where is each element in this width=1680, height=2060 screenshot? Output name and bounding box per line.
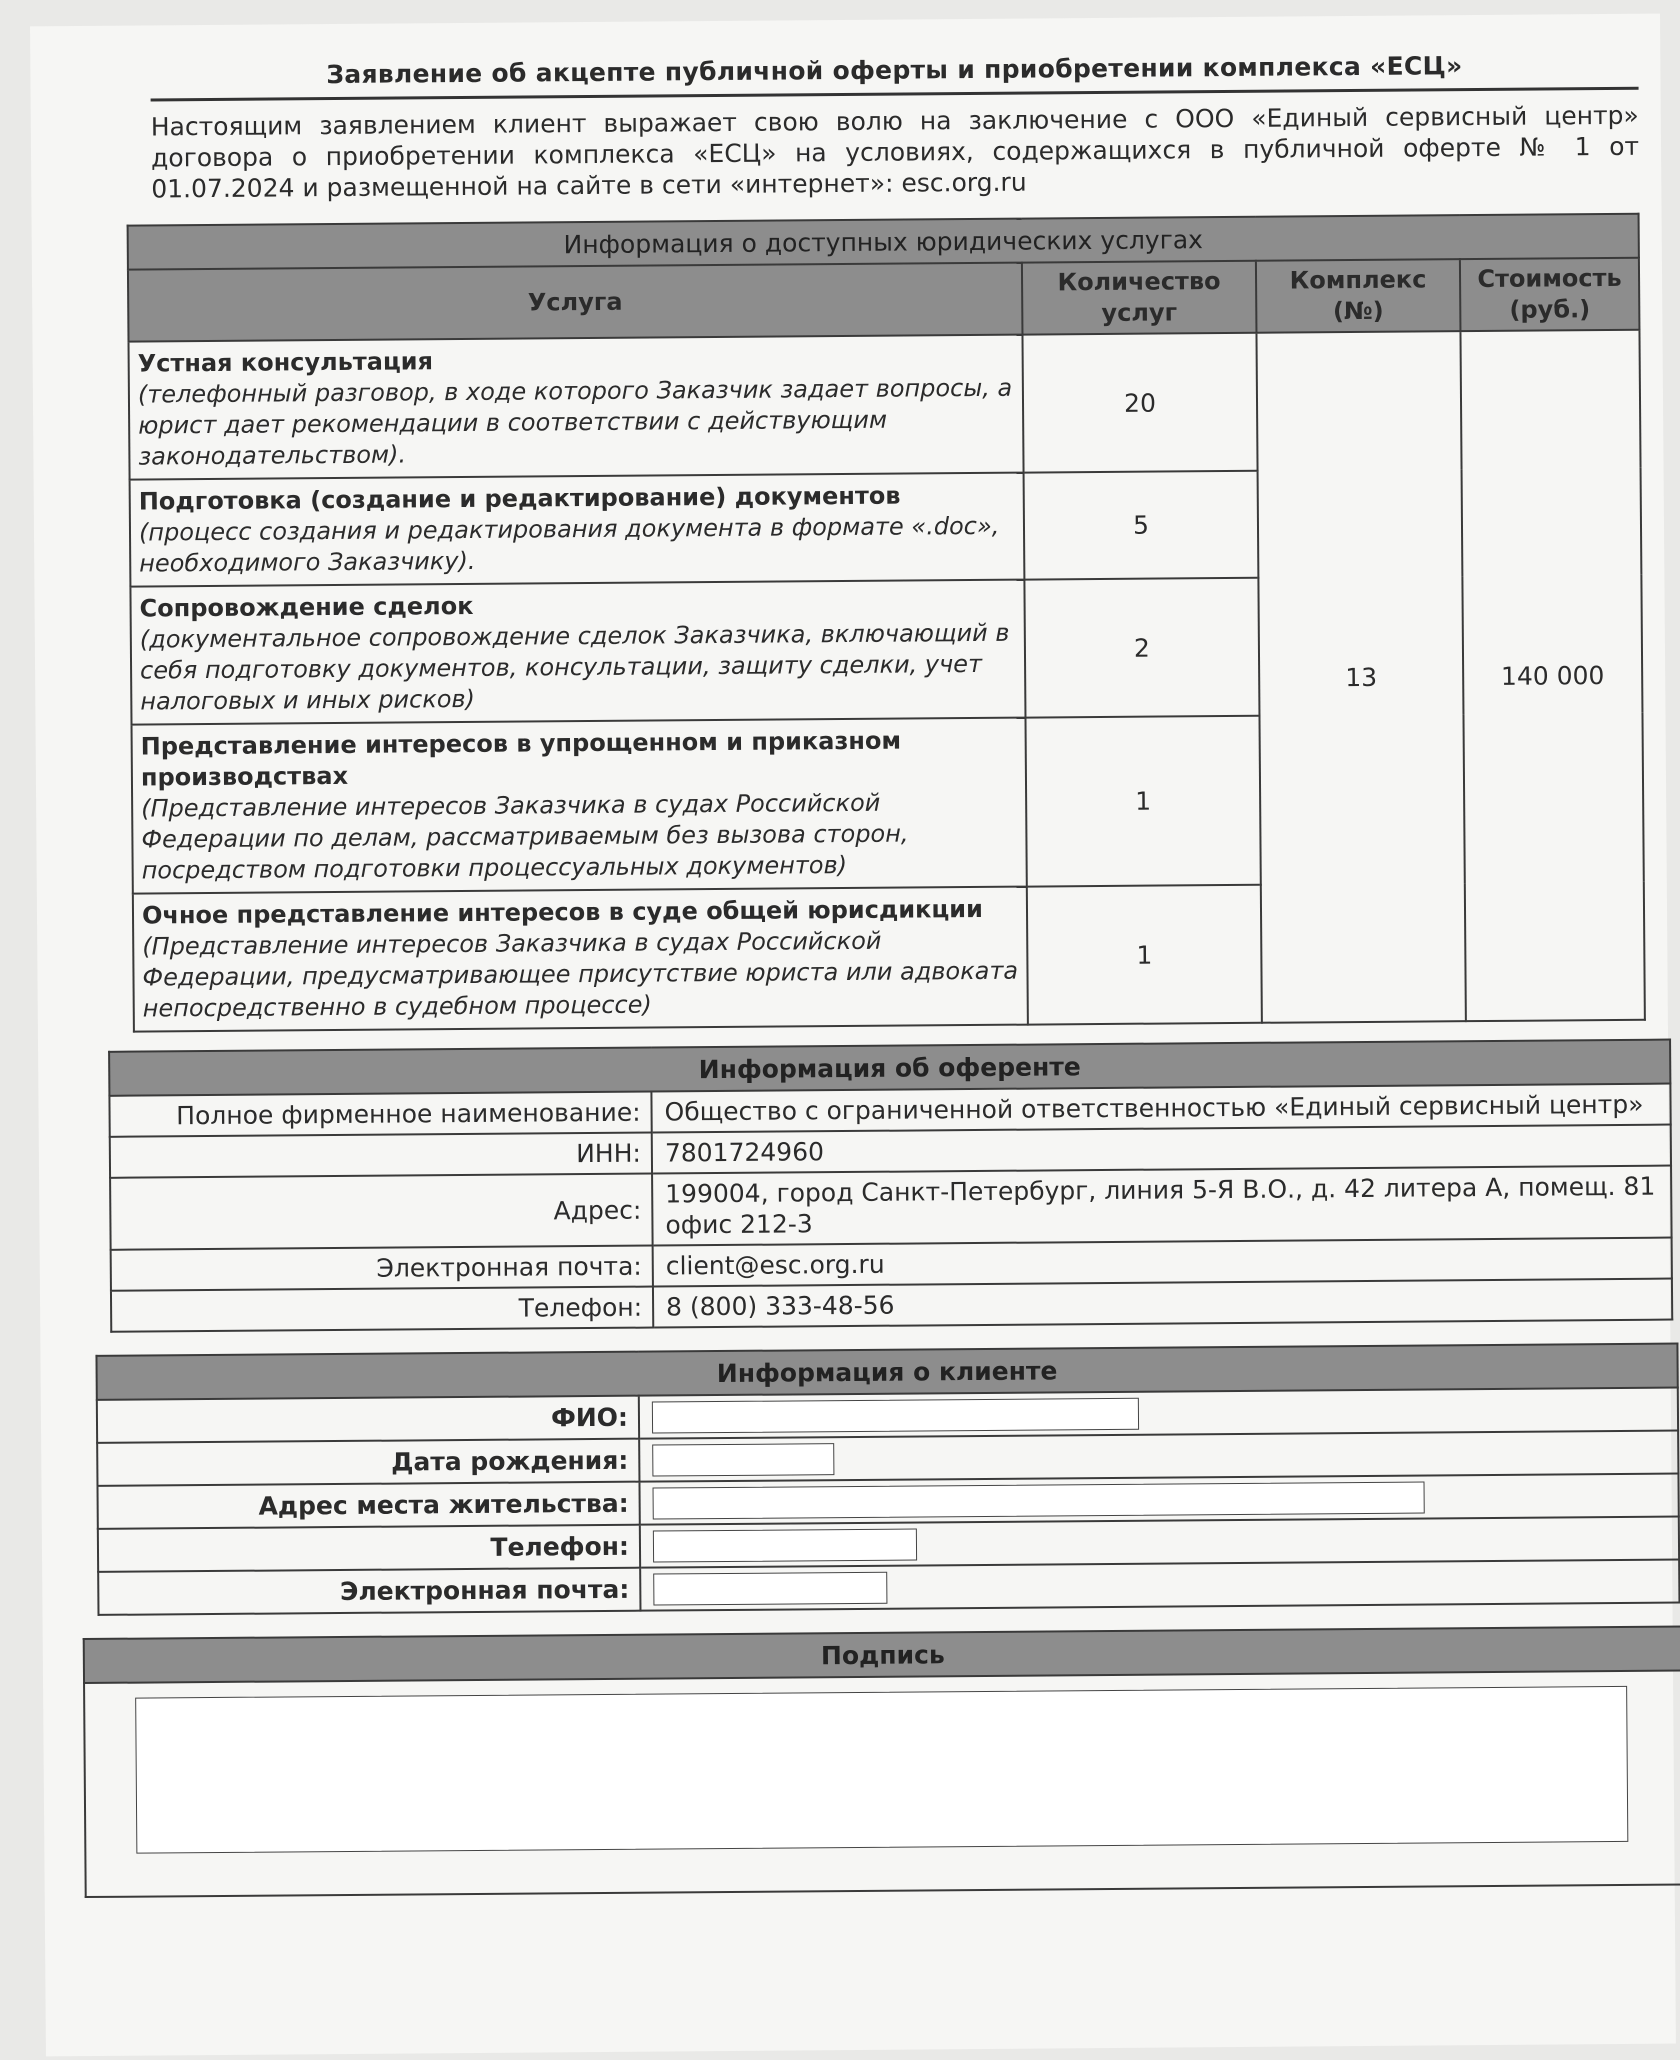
service-description: (процесс создания и редактирования документа в формате «.doc», необходимого Заказчику).: [138, 511, 1000, 578]
client-section-title: Информация о клиенте: [96, 1344, 1677, 1400]
service-description: (Представление интересов Заказчика в судах Российской Федерации, предусматривающее присутствие юриста или адвоката непосредственно в судебном процессе): [142, 926, 1019, 1023]
offeror-value: 199004, город Санкт-Петербург, линия 5-Я В.О., д. 42 литера А, помещ. 81 офис 212-3: [652, 1166, 1672, 1246]
redacted-address-field[interactable]: [653, 1481, 1425, 1519]
service-count: 1: [1027, 885, 1262, 1025]
service-title: Сопровождение сделок: [139, 591, 474, 623]
col-price-header: Стоимость (руб.): [1460, 258, 1640, 331]
package-number: 13: [1256, 331, 1465, 1023]
signature-section-title: Подпись: [84, 1626, 1680, 1683]
redacted-birthdate-field[interactable]: [652, 1443, 834, 1476]
document-sheet: [30, 14, 1676, 2057]
intro-paragraph: Настоящим заявлением клиент выражает свою волю на заключение с ООО «Единый сервисный центр» договора о приобретении комплекса «ЕСЦ» на условиях, содержащихся в публичной оферте № 1 от 01.07.2024 и размещенной на сайте в сети «интернет»: esc.org.ru: [150, 100, 1640, 204]
offeror-value: 8 (800) 333-48-56: [653, 1279, 1672, 1328]
service-description: (Представление интересов Заказчика в судах Российской Федерации по делам, рассматриваемым без вызова сторон, посредством подготовки процессуальных документов): [141, 788, 909, 885]
document-title: Заявление об акцепте публичной оферты и приобретении комплекса «ЕСЦ»: [150, 50, 1638, 102]
redacted-email-field[interactable]: [653, 1572, 887, 1606]
service-cell: [130, 473, 1025, 587]
service-count: 5: [1024, 471, 1259, 580]
service-title: Представление интересов в упрощенном и приказном производствах: [140, 726, 902, 792]
service-count: 2: [1024, 578, 1259, 718]
service-cell: [130, 580, 1025, 725]
offeror-label: Адрес:: [110, 1174, 653, 1250]
signature-area: [84, 1670, 1680, 1897]
client-label: Дата рождения:: [97, 1439, 639, 1486]
offeror-label: Электронная почта:: [111, 1246, 653, 1291]
offeror-section-title: Информация об оференте: [109, 1040, 1670, 1096]
client-table: [95, 1342, 1680, 1615]
services-table: [127, 213, 1646, 1033]
service-count: 1: [1025, 716, 1260, 887]
service-title: Очное представление интересов в суде общей юрисдикции: [141, 894, 983, 930]
service-row: [129, 330, 1641, 480]
service-cell: [129, 335, 1024, 480]
service-title: Подготовка (создание и редактирование) документов: [138, 481, 901, 516]
col-count-header: Количество услуг: [1022, 261, 1257, 335]
redacted-phone-field[interactable]: [653, 1528, 917, 1562]
offeror-label: Телефон:: [111, 1287, 653, 1332]
client-label: Телефон:: [98, 1525, 640, 1572]
offeror-row: [110, 1166, 1672, 1250]
redacted-fio-field[interactable]: [652, 1398, 1139, 1434]
offeror-value: 7801724960: [652, 1125, 1671, 1174]
offeror-label: ИНН:: [110, 1133, 652, 1178]
service-count: 20: [1022, 333, 1257, 473]
service-description: (документальное сопровождение сделок Заказчика, включающий в себя подготовку документов, консультации, защиту сделки, учет налоговых и иных рисков): [139, 618, 1010, 716]
signature-table: [83, 1625, 1680, 1898]
application-document: [70, 50, 1656, 1898]
offeror-value: client@esc.org.ru: [653, 1238, 1672, 1287]
service-cell: [133, 887, 1028, 1032]
client-label: ФИО:: [97, 1396, 639, 1443]
package-price: 140 000: [1460, 330, 1644, 1021]
service-title: Устная консультация: [137, 347, 434, 378]
offeror-value: Общество с ограниченной ответственностью «Единый сервисный центр»: [651, 1084, 1670, 1133]
col-package-header: Комплекс (№): [1256, 259, 1461, 333]
service-cell: [132, 718, 1027, 894]
redacted-signature-field[interactable]: [135, 1686, 1628, 1854]
col-service-header: Услуга: [128, 263, 1023, 342]
client-label: Электронная почта:: [98, 1568, 640, 1615]
service-description: (телефонный разговор, в ходе которого Заказчик задает вопросы, а юрист дает рекомендации в соответствии с действующим законодательством).: [137, 373, 1013, 471]
offeror-label: Полное фирменное наименование:: [109, 1092, 651, 1137]
client-label: Адрес места жительства:: [97, 1482, 639, 1529]
services-section-title: Информация о доступных юридических услугах: [128, 214, 1639, 270]
offeror-table: [108, 1039, 1673, 1333]
